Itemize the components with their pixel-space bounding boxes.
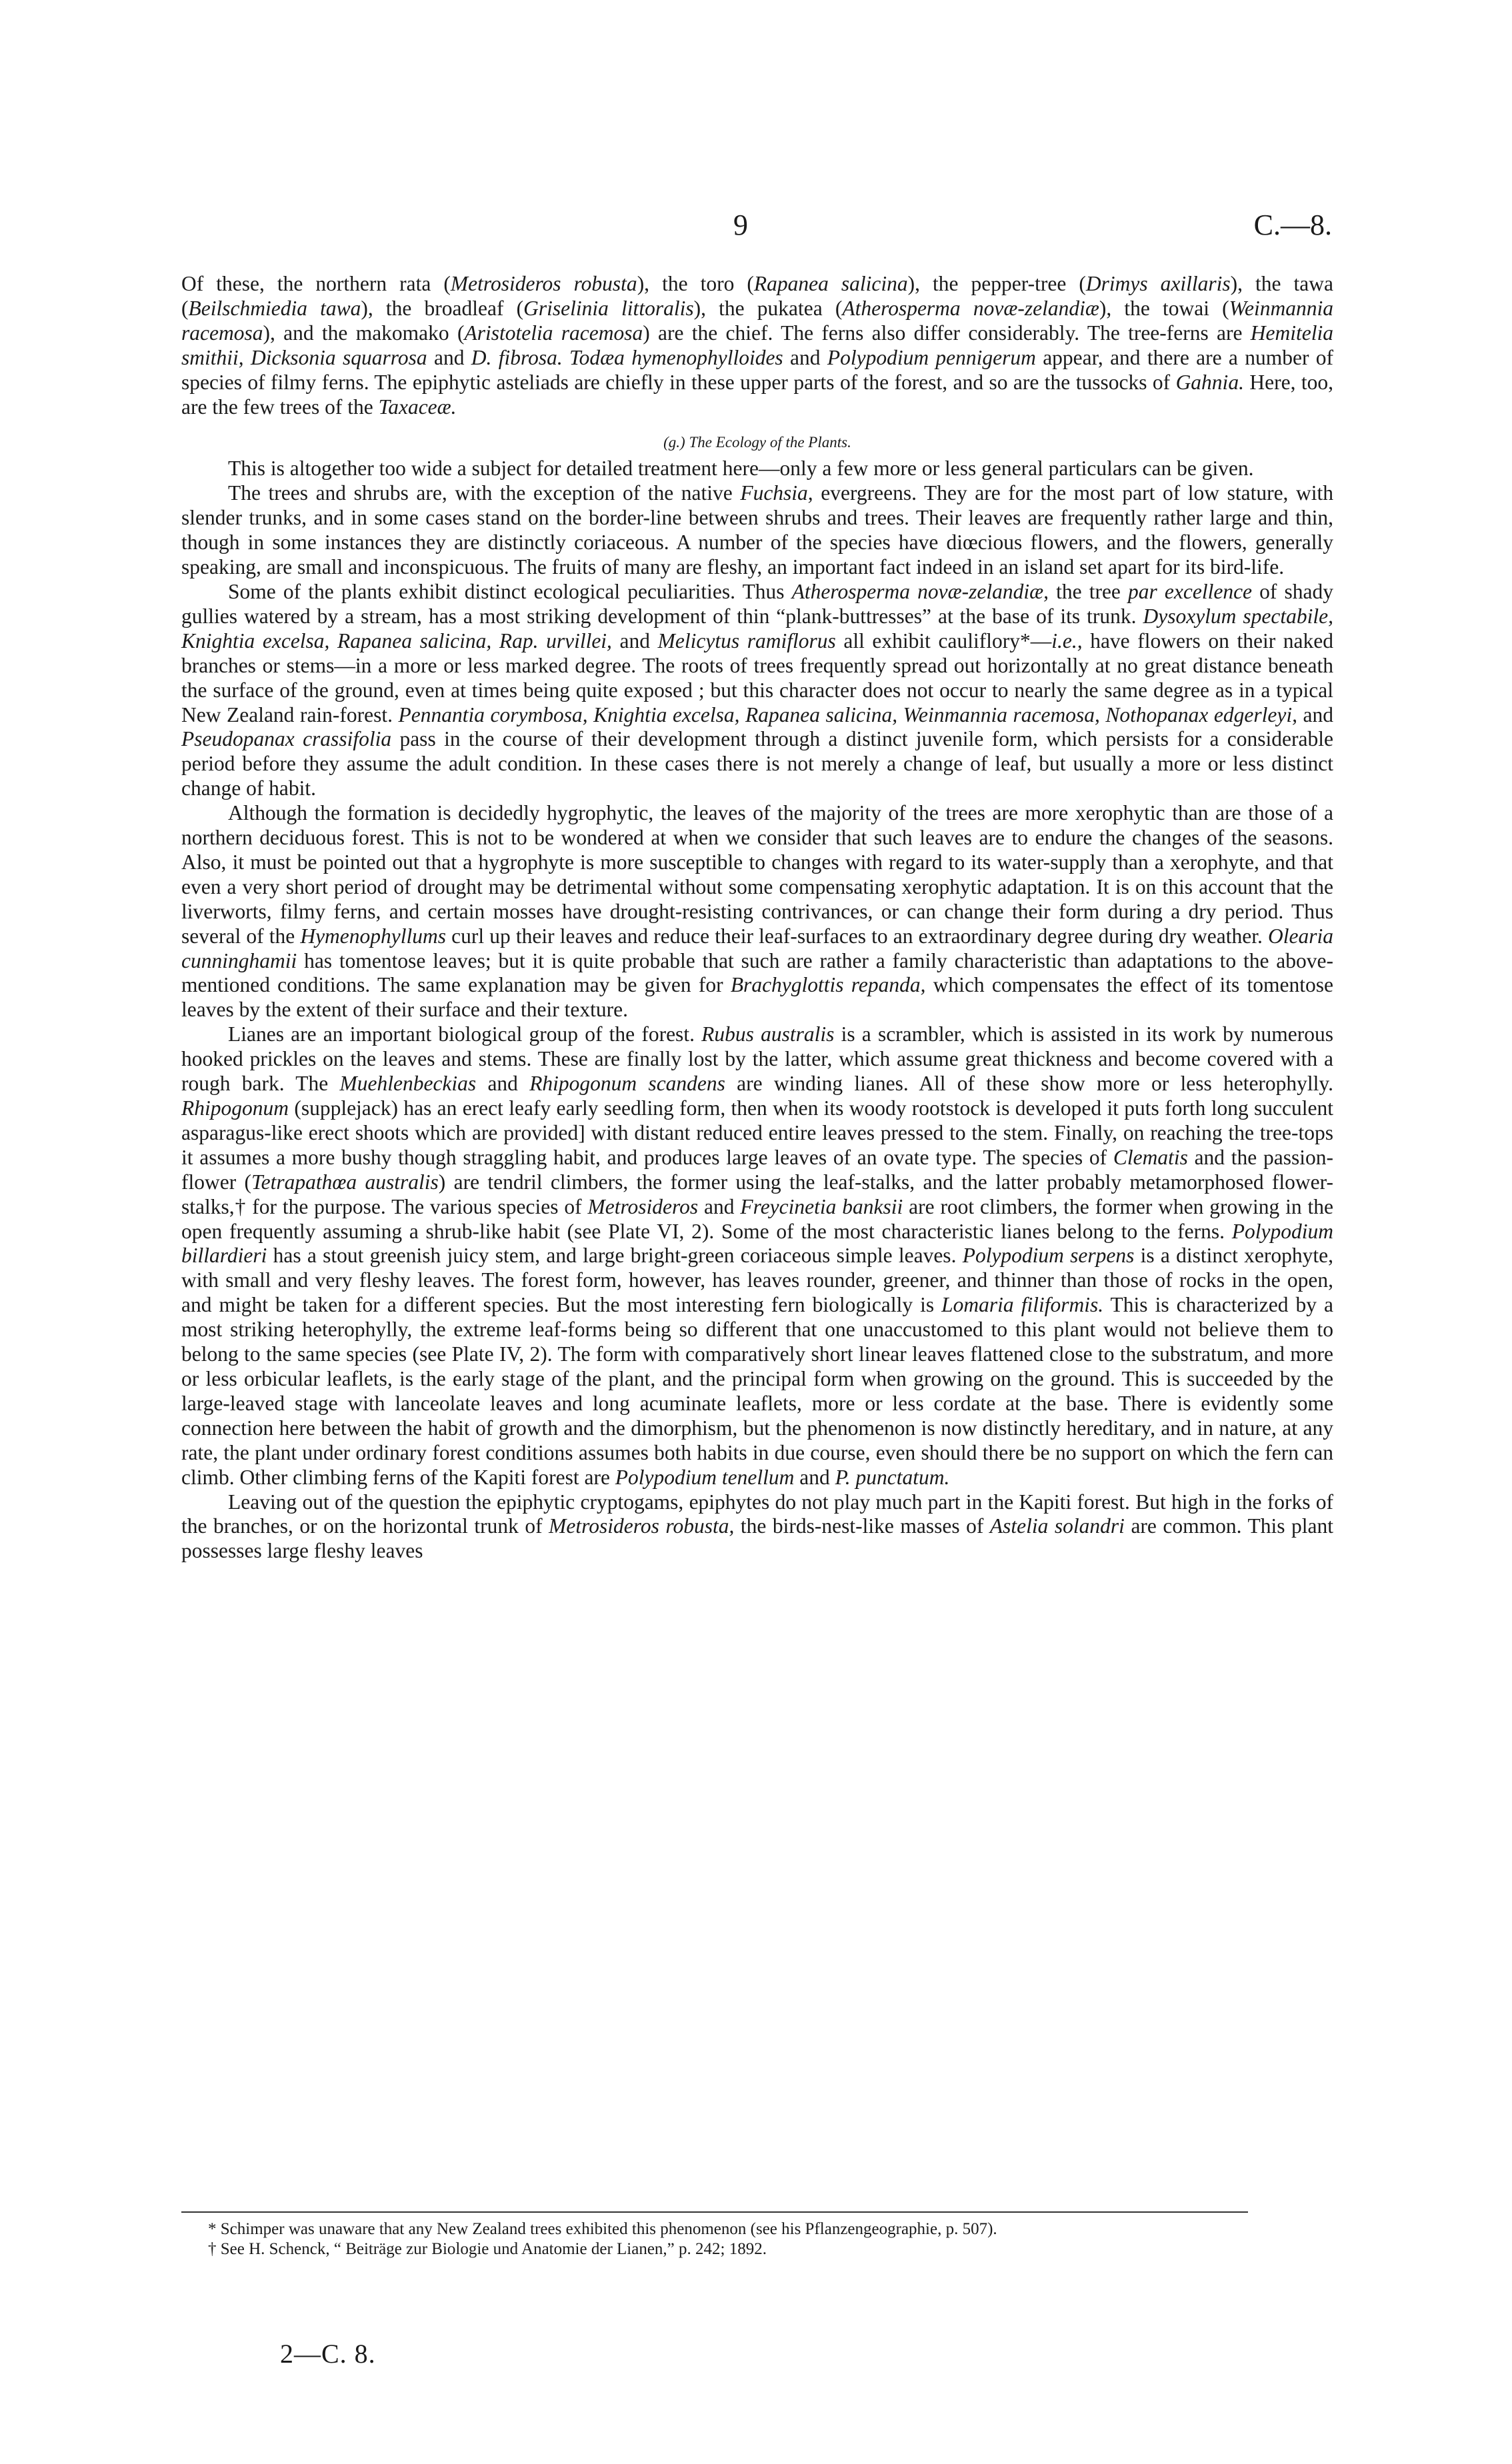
text-run: Lianes are an important biological group of the forest. [228, 1022, 702, 1046]
text-run: Some of the plants exhibit distinct ecological peculiarities. Thus [228, 579, 792, 603]
text-run: and [698, 1194, 741, 1218]
text-run: and [427, 345, 471, 369]
text-run: ), the toro ( [637, 272, 754, 295]
text-run: curl up their leaves and reduce their leaf-surfaces to an extraordinary degree during dry weather. [446, 924, 1268, 948]
italic-text: Metrosideros robusta, [549, 1514, 735, 1538]
italic-text: Atherosperma novæ-zelandiæ [842, 296, 1099, 320]
italic-text: Pseudopanax crassifolia [181, 727, 392, 751]
text-run: is a scrambler, which is assisted in its work by numerous hooked prickles on the leaves and stems. These are finally lost by the latter, which assume great thickness and become covered with a rough bark. The [181, 1022, 1334, 1096]
text-run: and [611, 628, 658, 652]
italic-text: Polypodium billardieri [181, 1219, 1333, 1268]
body-text [181, 272, 1333, 1564]
italic-text: Hymenophyllums [300, 924, 447, 948]
text-run: Although the formation is decidedly hygrophytic, the leaves of the majority of the trees are more xerophytic than are those of a northern deciduous forest. This is not to be wondered at when we consider that such leaves are to endure the changes of the seasons. Also, it must be pointed out that a hygrophyte is more susceptible to changes with regard to its water-supply than a xerophyte, and that even a very short period of drought may be detrimental without some compensating xerophytic adaptation. It is on this account that the liverworts, filmy ferns, and certain mosses have drought-resisting contrivances, or can change their form during a dry period. Thus several of the [181, 801, 1333, 948]
text-run: are winding lianes. All of these show more or less heterophylly. [725, 1072, 1333, 1096]
italic-text: Beilschmiedia tawa [188, 296, 361, 320]
text-run: the birds-nest-like masses of [734, 1514, 990, 1538]
text-run: all exhibit cauliflory*— [835, 628, 1052, 652]
italic-text: Clematis [1113, 1145, 1188, 1169]
text-run: and [783, 345, 827, 369]
italic-text: Lomaria filiformis. [941, 1293, 1104, 1317]
text-run: ) are the chief. The ferns also differ considerably. The tree-ferns are [643, 321, 1251, 345]
footnotes [181, 2219, 1333, 2259]
footnote: † See H. Schenck, “ Beiträge zur Biologie und Anatomie der Lianen,” p. 242; 1892. [208, 2240, 767, 2258]
paragraph [181, 481, 1333, 580]
italic-text: Weinmannia racemosa [181, 296, 1333, 345]
italic-text: Polypodium serpens [962, 1244, 1135, 1268]
italic-text: Hemitelia smithii, Dicksonia squarrosa [181, 321, 1334, 369]
italic-text: Rhipogonum scandens [529, 1072, 725, 1096]
italic-text: Brachyglottis repanda, [730, 973, 926, 997]
text-run: appear, and there are a number of species of filmy ferns. The epiphytic asteliads are chiefly in these upper parts of the forest, and so are the tussocks of [181, 345, 1334, 394]
italic-text: Rhipogonum [181, 1096, 289, 1120]
page-number: 9 [733, 209, 748, 241]
text-run: are common. This plant possesses large fleshy leaves [181, 1514, 1333, 1563]
italic-text: P. punctatum. [835, 1465, 950, 1489]
text-run: The trees and shrubs are, with the exception of the native [228, 481, 741, 505]
text-run: (supplejack) has an erect leafy early seedling form, then when its woody rootstock is developed it puts forth long succulent asparagus-like erect shoots which are provided] with distant reduced entire leaves pressed to the stem. Finally, on reaching the tree-tops it assumes a more bushy though straggling habit, and produces large leaves of an ovate type. The species of [181, 1096, 1333, 1169]
text-run [563, 346, 569, 369]
text-run: are root climbers, the former when growing in the open frequently assuming a shrub-like habit (see Plate VI, 2). Some of the most characteristic lianes belong to the ferns. [181, 1194, 1333, 1243]
paragraph [181, 1022, 1333, 1490]
italic-text: Dysoxylum spectabile, Knightia excelsa, Rapanea salicina, Rap. urvillei, [181, 604, 1333, 652]
text-run: and [476, 1072, 530, 1096]
italic-text: Aristotelia racemosa [464, 321, 643, 345]
page-header [0, 208, 1512, 248]
text-run: have flowers on their naked branches or stems—in a more or less marked degree. The roots of trees frequently spread out horizontally at no great distance beneath the surface of the ground, even at times being quite exposed ; but this character does not occur to nearly the same degree as in a typical New Zealand rain-forest. [181, 628, 1334, 726]
italic-text: Fuchsia, [740, 481, 813, 505]
italic-text: Metrosideros [587, 1194, 699, 1218]
italic-text: Polypodium tenellum [615, 1465, 795, 1489]
paragraph [181, 272, 1333, 419]
italic-text: Olearia cunninghamii [181, 924, 1333, 972]
text-run: ), the towai ( [1099, 296, 1229, 320]
italic-text: Drimys axillaris [1085, 272, 1231, 295]
paragraph [181, 1490, 1333, 1564]
text-run: and [1297, 702, 1333, 726]
footnote: * Schimper was unaware that any New Zealand trees exhibited this phenomenon (see his Pflanzengeographie, p. 507). [208, 2220, 997, 2238]
italic-text: Muehlenbeckias [339, 1072, 477, 1096]
italic-text: Metrosideros robusta [450, 272, 637, 295]
italic-text: i.e., [1051, 628, 1083, 652]
text-run: the tree [1048, 579, 1129, 603]
paragraph [181, 801, 1333, 1022]
paragraph [181, 580, 1333, 801]
text-run: and [794, 1465, 835, 1489]
text-run: Of these, the northern rata ( [181, 272, 451, 295]
section-heading: (g.) The Ecology of the Plants. [663, 434, 851, 451]
italic-text: Taxaceæ. [378, 395, 457, 419]
text-run: ), the tawa ( [181, 272, 1333, 320]
italic-text: Pennantia corymbosa, Knightia excelsa, Rapanea salicina, Weinmannia racemosa, Nothopanax edgerleyi, [398, 702, 1297, 726]
italic-text: D. fibrosa. [471, 345, 563, 369]
italic-text: Rubus australis [701, 1022, 835, 1046]
text-run: evergreens. They are for the most part of low stature, with slender trunks, and in some cases stand on the border-line between shrubs and trees. Their leaves are frequently rather large and thin, though in some instances they are distinctly coriaceous. A number of the species have diœcious flowers, and the flowers, generally speaking, are small and inconspicuous. The fruits of many are fleshy, an important fact indeed in an island set apart for its bird-life. [181, 481, 1333, 579]
text-run: ) are tendril climbers, the former using the leaf-stalks, and the latter probably metamorphosed flower-stalks,† for the purpose. The various species of [181, 1170, 1334, 1218]
italic-text: Atherosperma novæ-zelandiæ, [791, 579, 1049, 603]
italic-text: Griselinia littoralis [523, 296, 694, 320]
text-run: This is characterized by a most striking heterophylly, the extreme leaf-forms being so different that one unaccustomed to this plant would not believe them to belong to the same species (see Plate IV, 2). The form with comparatively short linear leaves flattened close to the substratum, and more or less orbicular leaflets, is the early stage of the plant, and the principal form when growing on the ground. This is succeeded by the large-leaved stage with lanceolate leaves and long acuminate leaflets, more or less cordate at the base. There is evidently some connection here between the habit of growth and the dimorphism, but the phenomenon is now distinctly hereditary, and in nature, at any rate, the plant under ordinary forest conditions assumes both habits in due course, even should there be no support on which the fern can climb. Other climbing ferns of the Kapiti forest are [181, 1293, 1333, 1489]
italic-text: Astelia solandri [989, 1514, 1125, 1538]
text-run: ), the pepper-tree ( [907, 272, 1086, 295]
text-run: pass in the course of their development through a distinct juvenile form, which persists for a considerable period before they assume the adult condition. In these cases there is not merely a change of leaf, but usually a more or less distinct change of habit. [181, 727, 1333, 800]
text-run: has tomentose leaves; but it is quite probable that such are rather a family characteristic than adaptations to the above-mentioned conditions. The same explanation may be given for [181, 948, 1333, 997]
italic-text: Todæa hymenophylloides [569, 345, 783, 369]
italic-text: Melicytus ramiflorus [657, 628, 836, 652]
paragraph [181, 457, 1333, 481]
footnote-divider [181, 2211, 1248, 2213]
text-run: which compensates the effect of its tomentose leaves by the extent of their surface and their texture. [181, 973, 1333, 1022]
signature-mark: 2—C. 8. [280, 2339, 376, 2369]
text-run: has a stout greenish juicy stem, and large bright-green coriaceous simple leaves. [267, 1244, 963, 1268]
text-run: Here, too, are the few trees of the [181, 370, 1333, 419]
italic-text: Rapanea salicina [753, 272, 908, 295]
italic-text: Tetrapathœa australis [251, 1170, 439, 1194]
text-run: is a distinct xerophyte, with small and very fleshy leaves. The forest form, however, has leaves rounder, greener, and thinner than those of rocks in the open, and might be taken for a different species. But the most interesting fern biologically is [181, 1244, 1333, 1317]
italic-text: par excellence [1128, 579, 1253, 603]
text-run: Leaving out of the question the epiphytic cryptogams, epiphytes do not play much part in the Kapiti forest. But high in the forks of the branches, or on the horizontal trunk of [181, 1490, 1333, 1538]
text-run: ), the pukatea ( [693, 296, 843, 320]
document-reference: C.—8. [1253, 209, 1332, 241]
italic-text: Freycinetia banksii [740, 1194, 903, 1218]
text-run: This is altogether too wide a subject for detailed treatment here—only a few more or less general particulars can be given. [228, 457, 1254, 481]
italic-text: Polypodium pennigerum [827, 345, 1036, 369]
italic-text: Gahnia. [1175, 370, 1244, 394]
text-run: ), the broadleaf ( [361, 296, 524, 320]
text-run: and the passion-flower ( [181, 1145, 1333, 1194]
text-run: ), and the makomako ( [263, 321, 465, 345]
text-run: of shady gullies watered by a stream, has a most striking development of thin “plank-buttresses” at the base of its trunk. [181, 579, 1333, 628]
